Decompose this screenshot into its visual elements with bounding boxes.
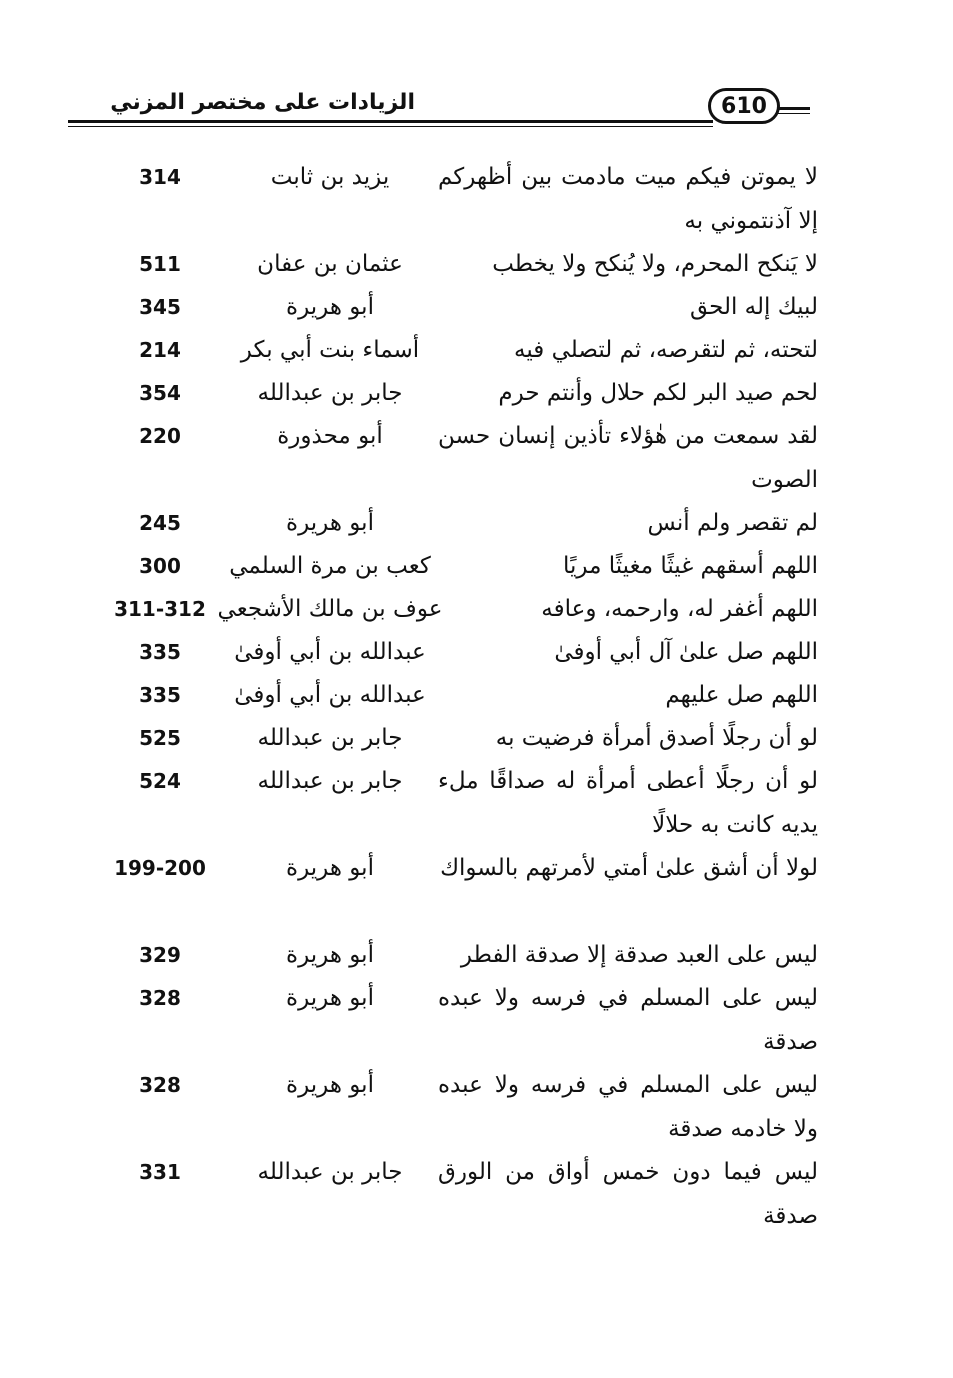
narrator-name: عبدالله بن أبي أوفىٰ	[234, 639, 426, 665]
page-reference: 199-200	[114, 856, 206, 880]
narrator-name: أبو هريرة	[286, 294, 374, 320]
hadith-text: لحم صيد البر لكم حلال وأنتم حرم	[498, 380, 818, 406]
hadith-text: اللهم صل علىٰ آل أبي أوفىٰ	[554, 639, 818, 665]
page-reference: 524	[139, 769, 181, 793]
hadith-text: لتحته، ثم لتقرصه، ثم لتصلي فيه	[514, 337, 818, 363]
narrator-name: جابر بن عبدالله	[257, 768, 403, 794]
page-reference: 354	[139, 381, 181, 405]
page-reference: 328	[139, 986, 181, 1010]
hadith-text: اللهم صل عليهم	[665, 682, 818, 708]
narrator-name: أبو هريرة	[286, 1072, 374, 1098]
narrator-name: عثمان بن عفان	[257, 251, 403, 277]
page-reference: 220	[139, 424, 181, 448]
hadith-text: لقد سمعت من هٰؤلاء تأذين إنسان حسن الصوت	[438, 423, 818, 493]
page-reference: 300	[139, 554, 181, 578]
hadith-text: ليس فيما دون خمس أواق من الورق صدقة	[438, 1159, 818, 1229]
hadith-text: لولا أن أشق علىٰ أمتي لأمرتهم بالسواك	[440, 855, 818, 881]
page-reference: 525	[139, 726, 181, 750]
narrator-name: يزيد بن ثابت	[270, 164, 390, 190]
page-reference: 511	[139, 252, 181, 276]
hadith-text: ليس على العبد صدقة إلا صدقة الفطر	[460, 942, 818, 968]
hadith-text: لا يَنكح المحرم، ولا يُنكح ولا يخطب	[492, 251, 818, 277]
hadith-text: اللهم أغفر له، وارحمه، وعافه	[541, 596, 818, 622]
hadith-text: لم تقصر ولم أنس	[647, 510, 818, 536]
narrator-name: أسماء بنت أبي بكر	[240, 337, 420, 363]
narrator-name: جابر بن عبدالله	[257, 380, 403, 406]
narrator-name: عوف بن مالك الأشجعي	[217, 596, 443, 622]
page-reference: 214	[139, 338, 181, 362]
narrator-name: أبو هريرة	[286, 942, 374, 968]
narrator-name: أبو هريرة	[286, 855, 374, 881]
narrator-name: أبو هريرة	[286, 510, 374, 536]
hadith-text: لو أن رجلًا أصدق أمرأة فرضيت به	[495, 725, 818, 751]
page-reference: 328	[139, 1073, 181, 1097]
narrator-name: جابر بن عبدالله	[257, 1159, 403, 1185]
page-number: 610	[708, 88, 780, 124]
page-reference: 311-312	[114, 597, 206, 621]
narrator-name: أبو هريرة	[286, 985, 374, 1011]
page-reference: 314	[139, 165, 181, 189]
page-reference: 345	[139, 295, 181, 319]
hadith-text: اللهم أسقهم غيثًا مغيثًا مريًا	[562, 553, 818, 579]
page-reference: 245	[139, 511, 181, 535]
narrator-name: عبدالله بن أبي أوفىٰ	[234, 682, 426, 708]
page-reference: 331	[139, 1160, 181, 1184]
hadith-text: لو أن رجلًا أعطى أمرأة له صداقًا ملء يديه كانت به حلالًا	[438, 768, 818, 838]
page-reference: 335	[139, 683, 181, 707]
hadith-text: لا يموتن فيكم ميت مادمت بين أظهركم إلا آذنتموني به	[438, 164, 818, 234]
hadith-text: لبيك إله الحق	[689, 294, 818, 320]
narrator-name: جابر بن عبدالله	[257, 725, 403, 751]
page-reference: 329	[139, 943, 181, 967]
hadith-text: ليس على المسلم في فرسه ولا عبده صدقة	[438, 985, 818, 1055]
running-title: الزيادات على مختصر المزني	[110, 90, 415, 115]
narrator-name: أبو محذورة	[277, 423, 383, 449]
page-reference: 335	[139, 640, 181, 664]
narrator-name: كعب بن مرة السلمي	[229, 553, 431, 579]
hadith-text: ليس على المسلم في فرسه ولا عبده ولا خادمه صدقة	[438, 1072, 818, 1142]
